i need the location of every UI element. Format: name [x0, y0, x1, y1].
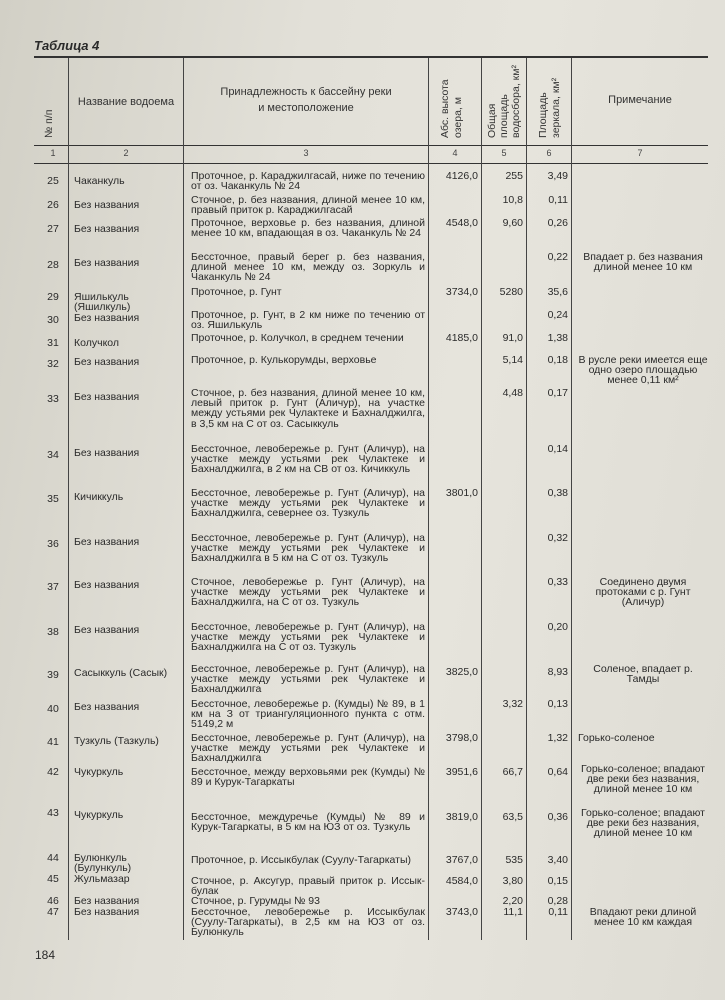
- row-altitude: 3825,0: [445, 666, 478, 678]
- row-altitude: 3767,0: [445, 854, 478, 866]
- colnum-4: 4: [452, 148, 458, 158]
- row-mirror: 1,32: [547, 732, 568, 744]
- row-location: Проточное, р. Иссыкбулак (Суулу-Тагаркаты): [191, 854, 412, 866]
- row-num: 43: [47, 807, 59, 819]
- row-name: Без названия: [74, 257, 140, 269]
- row-mirror: 0,17: [547, 387, 568, 399]
- row-area: 5280: [499, 286, 523, 298]
- row-location: Сточное, р. Аксугур, правый приток р. Иссык-булак: [191, 875, 425, 898]
- row-mirror: 0,18: [547, 354, 568, 366]
- row-name: Чукуркуль: [74, 809, 124, 821]
- row-num: 37: [47, 581, 59, 593]
- row-altitude: 3801,0: [445, 487, 478, 499]
- row-altitude: 3819,0: [445, 811, 478, 823]
- row-name: Яшилькуль (Яшилкуль): [74, 291, 131, 314]
- row-name: Чукуркуль: [74, 766, 124, 778]
- row-location: Сточное, р. без названия, длиной менее 10 км, левый приток р. Гунт (Аличур), на участке между устьями рек Чулактеке и Бахналджилга, в 3,5 км на С от оз. Сасыккуль: [191, 387, 425, 430]
- row-name: Без названия: [74, 391, 140, 403]
- header-area-2: площадь: [498, 94, 510, 138]
- row-num: 27: [47, 223, 59, 235]
- row-mirror: 3,40: [547, 854, 568, 866]
- row-location: Бессточное, левобережье р. Гунт (Аличур), на участке между устьями рек Чулактеке и Бахналджилга: [191, 663, 425, 696]
- row-note: Горько-соленое; впадают две реки без названия, длиной менее 10 км: [581, 763, 705, 796]
- row-mirror: 35,6: [547, 286, 568, 298]
- row-location: Сточное, левобережье р. Гунт (Аличур), на участке между устьями рек Чулактеке и Бахналджилга, на С от оз. Тузкуль: [191, 576, 425, 609]
- row-mirror: 0,32: [547, 532, 568, 544]
- row-num: 35: [47, 493, 59, 505]
- row-area: 3,32: [502, 698, 523, 710]
- header-name: Название водоема: [77, 96, 175, 108]
- row-area: 11,1: [503, 906, 523, 918]
- row-location: Проточное, верховье р. без названия, длиной менее 10 км, впадающая в оз. Чаканкуль № 24: [191, 217, 425, 240]
- row-note: Горько-соленое: [578, 732, 655, 744]
- row-mirror: 0,14: [547, 443, 568, 455]
- row-mirror: 0,28: [547, 895, 568, 907]
- row-mirror: 1,38: [547, 332, 568, 344]
- row-area: 5,14: [502, 354, 523, 366]
- header-mirror-1: Площадь: [537, 92, 549, 138]
- row-num: 44: [47, 852, 59, 864]
- row-name: Без названия: [74, 199, 140, 211]
- row-mirror: 8,93: [547, 666, 568, 678]
- row-note: Впадают реки длиной менее 10 км каждая: [589, 906, 697, 929]
- row-area: 255: [505, 170, 523, 182]
- row-name: Тузкуль (Тазкуль): [74, 735, 159, 747]
- colnum-3: 3: [303, 148, 309, 158]
- row-num: 39: [47, 669, 59, 681]
- colnum-7: 7: [637, 148, 643, 158]
- row-location: Бессточное, левобережье р. Гунт (Аличур), на участке между устьями рек Чулактеке и Бахналджилга на С от оз. Тузкуль: [191, 621, 425, 654]
- header-num: № п/п: [43, 109, 55, 138]
- header-note: Примечание: [608, 94, 672, 106]
- row-num: 30: [47, 314, 59, 326]
- header-altitude-1: Абс. высота: [439, 79, 451, 138]
- row-num: 25: [47, 175, 59, 187]
- row-num: 31: [47, 337, 59, 349]
- header-location-2: и местоположение: [258, 102, 354, 114]
- row-mirror: 0,64: [547, 766, 568, 778]
- row-name: Без названия: [74, 895, 140, 907]
- row-name: Без названия: [74, 312, 140, 324]
- row-mirror: 0,38: [547, 487, 568, 499]
- row-location: Бессточное, междуречье (Кумды) № 89 и Курук-Тагаркаты, в 5 км на ЮЗ от оз. Тузкуль: [191, 811, 425, 834]
- row-note: Соленое, впадает р. Тамды: [593, 663, 693, 686]
- row-mirror: 0,26: [547, 217, 568, 229]
- row-name: Без названия: [74, 356, 140, 368]
- row-area: 9,60: [502, 217, 523, 229]
- row-location: Бессточное, правый берег р. без названия, длиной менее 10 км, между оз. Зоркуль и Чаканкуль № 24: [191, 251, 425, 284]
- row-mirror: 0,11: [548, 906, 568, 918]
- col-divider-2: [183, 58, 184, 940]
- row-note: Соединено двумя протоками с р. Гунт (Аличур): [595, 576, 691, 609]
- row-mirror: 0,13: [547, 698, 568, 710]
- row-name: Жульмазар: [74, 873, 130, 885]
- row-name: Сасыккуль (Сасык): [74, 667, 168, 679]
- row-name: Колучкол: [74, 337, 120, 349]
- row-location: Проточное, р. Колучкол, в среднем течении: [191, 332, 404, 344]
- row-note: Впадает р. без названия длиной менее 10 км: [583, 251, 703, 274]
- row-location: Проточное, р. Караджилгасай, ниже по течению от оз. Чаканкуль № 24: [191, 170, 425, 193]
- row-num: 42: [47, 766, 59, 778]
- row-num: 38: [47, 626, 59, 638]
- row-name: Без названия: [74, 447, 140, 459]
- row-altitude: 4584,0: [445, 875, 478, 887]
- row-name: Булюнкуль (Булункуль): [74, 852, 132, 875]
- row-mirror: 0,11: [548, 194, 568, 206]
- row-note: Горько-соленое; впадают две реки без названия, длиной менее 10 км: [581, 807, 705, 840]
- row-name: Без названия: [74, 579, 140, 591]
- row-area: 10,8: [502, 194, 523, 206]
- row-altitude: 3734,0: [445, 286, 478, 298]
- row-name: Без названия: [74, 701, 140, 713]
- row-area: 535: [505, 854, 523, 866]
- row-name: Без названия: [74, 906, 140, 918]
- col-divider-4: [481, 58, 482, 940]
- row-mirror: 3,49: [547, 170, 568, 182]
- row-location: Проточное, р. Кулькорумды, верховье: [191, 354, 377, 366]
- header-rule: [34, 145, 708, 146]
- row-mirror: 0,24: [547, 309, 568, 321]
- row-num: 36: [47, 538, 59, 550]
- row-location: Бессточное, левобережье р. Гунт (Аличур), на участке между устьями рек Чулактеке и Бахналджилга в 5 км на С от оз. Тузкуль: [191, 532, 425, 565]
- header-altitude-2: озера, м: [452, 97, 464, 138]
- row-location: Бессточное, левобережье р. (Кумды) № 89, в 1 км на З от триангуляционного пункта с отм. 5149,2 м: [191, 698, 425, 731]
- col-divider-1: [68, 58, 69, 940]
- col-divider-3: [428, 58, 429, 940]
- row-altitude: 4185,0: [445, 332, 478, 344]
- row-altitude: 3951,6: [445, 766, 478, 778]
- colnum-5: 5: [501, 148, 507, 158]
- row-location: Бессточное, левобережье р. Иссыкбулак (Суулу-Тагаркаты), в 2,5 км на ЮЗ от оз. Булюнкуль: [191, 906, 425, 939]
- top-rule: [34, 56, 708, 58]
- row-area: 66,7: [502, 766, 523, 778]
- row-name: Без названия: [74, 223, 140, 235]
- row-mirror: 0,22: [547, 251, 568, 263]
- row-mirror: 0,20: [547, 621, 568, 633]
- header-area-1: Общая: [486, 103, 498, 138]
- row-mirror: 0,33: [547, 576, 568, 588]
- row-num: 33: [47, 393, 59, 405]
- page-number: 184: [35, 948, 56, 962]
- row-location: Сточное, р. без названия, длиной менее 10 км, правый приток р. Караджилгасай: [191, 194, 425, 217]
- colnum-6: 6: [546, 148, 552, 158]
- col-divider-6: [571, 58, 572, 940]
- row-num: 32: [47, 358, 59, 370]
- col-divider-5: [526, 58, 527, 940]
- header-area-3: водосбора, км²: [510, 65, 522, 138]
- header-mirror-2: зеркала, км²: [550, 77, 562, 138]
- table-title: Таблица 4: [34, 38, 100, 53]
- row-num: 46: [47, 895, 59, 907]
- row-altitude: 4548,0: [445, 217, 478, 229]
- row-location: Бессточное, левобережье р. Гунт (Аличур), на участке между устьями рек Чулактеке и Бахналджилга: [191, 732, 425, 765]
- row-area: 4,48: [502, 387, 523, 399]
- row-num: 34: [47, 449, 59, 461]
- row-mirror: 0,15: [547, 875, 568, 887]
- row-name: Без названия: [74, 536, 140, 548]
- row-area: 2,20: [502, 895, 523, 907]
- row-num: 47: [47, 906, 59, 918]
- row-name: Без названия: [74, 624, 140, 636]
- header-location-1: Принадлежность к бассейну реки: [220, 86, 392, 98]
- row-num: 40: [47, 703, 59, 715]
- row-area: 63,5: [502, 811, 523, 823]
- colnum-2: 2: [123, 148, 129, 158]
- row-num: 41: [47, 736, 59, 748]
- row-area: 3,80: [502, 875, 523, 887]
- colnum-rule: [34, 163, 708, 164]
- row-altitude: 3798,0: [445, 732, 478, 744]
- row-location: Бессточное, левобережье р. Гунт (Аличур), на участке между устьями рек Чулактеке и Бахналджилга, севернее оз. Тузкуль: [191, 487, 425, 520]
- row-location: Проточное, р. Гунт, в 2 км ниже по течению от оз. Яшилькуль: [191, 309, 425, 332]
- row-num: 28: [47, 259, 59, 271]
- row-num: 26: [47, 199, 59, 211]
- row-altitude: 4126,0: [445, 170, 478, 182]
- row-num: 29: [47, 291, 59, 303]
- row-location: Сточное, р. Гурумды № 93: [191, 895, 320, 907]
- row-location: Бессточное, левобережье р. Гунт (Аличур), на участке между устьями рек Чулактеке и Бахналджилга, в 2 км на СВ от оз. Кичиккуль: [191, 443, 425, 476]
- row-mirror: 0,36: [547, 811, 568, 823]
- row-area: 91,0: [502, 332, 523, 344]
- row-location: Бессточное, между верховьями рек (Кумды) № 89 и Курук-Тагаркаты: [191, 766, 425, 789]
- row-name: Чаканкуль: [74, 175, 125, 187]
- row-note: В русле реки имеется еще одно озеро площадью менее 0,11 км²: [578, 354, 708, 387]
- row-altitude: 3743,0: [445, 906, 478, 918]
- colnum-1: 1: [50, 148, 56, 158]
- row-location: Проточное, р. Гунт: [191, 286, 282, 298]
- row-name: Кичиккуль: [74, 491, 124, 503]
- row-num: 45: [47, 873, 59, 885]
